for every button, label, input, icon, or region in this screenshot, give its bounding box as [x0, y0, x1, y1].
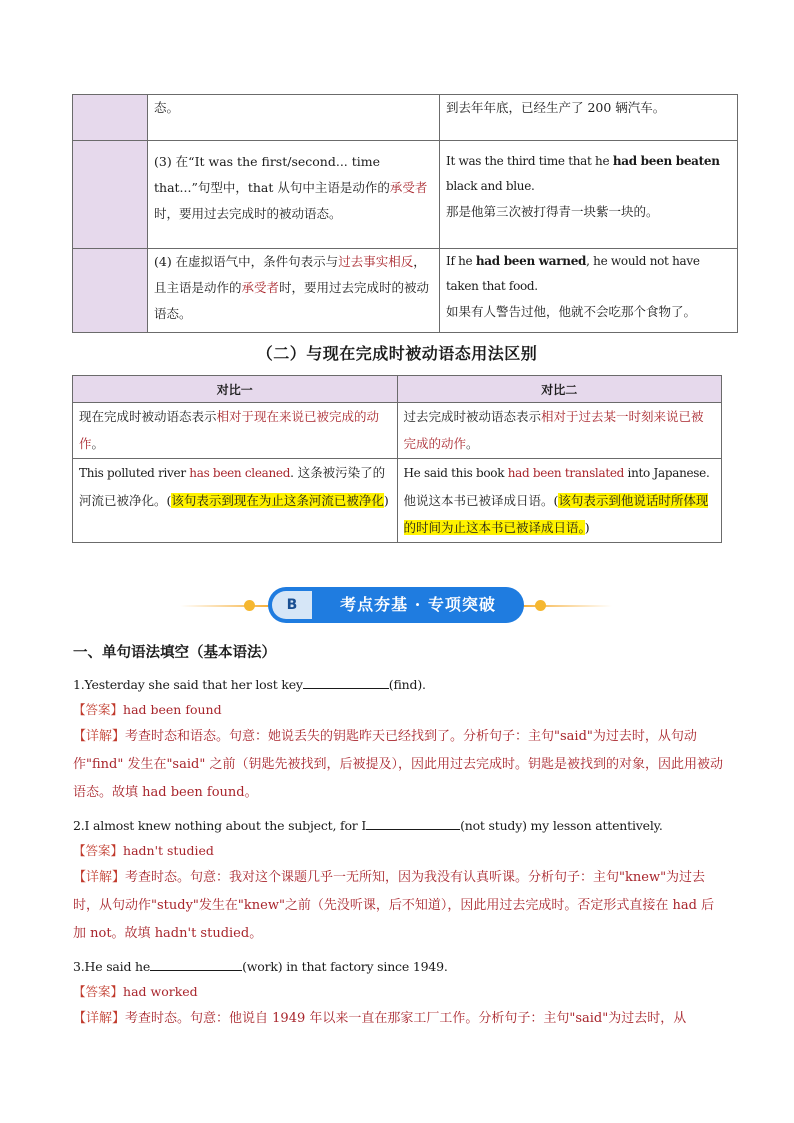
answer-blank[interactable] [303, 675, 389, 689]
banner-title: 考点夯基 · 专项突破 [340, 595, 496, 614]
comparison-cell: He said this book had been translated into Japanese. 他说这本书已被译成日语。(该句表示到他说话时所体现的时间为止这本书已被译成日语。) [397, 459, 722, 543]
usage-side-cell [73, 141, 148, 249]
answer-line [73, 700, 222, 720]
question-1: 1.Yesterday she said that her lost key (find). [73, 677, 426, 692]
comparison-cell: 现在完成时被动语态表示相对于现在来说已被完成的动作。 [73, 403, 398, 459]
usage-text: 时，要用过去完成时的被动语态。 [154, 206, 342, 221]
explanation-text: 考查时态。句意：他说自 1949 年以来一直在那家工厂工作。分析句子：主句"said"为过去时，从 [125, 1011, 687, 1026]
explanation: 【详解】考查时态。句意：我对这个课题几乎一无所知，因为我没有认真听课。分析句子：主句"knew"为过去时，从句动作"study"发生在"knew"之前（先没听课，后不知道），因此用过去完成时。否定形式直接在 had 后加 not。故填 hadn't studied。 [73, 870, 715, 941]
example-chinese: 如果有人警告过他，他就不会吃那个食物了。 [446, 304, 697, 319]
banner-divider-left [180, 605, 280, 607]
answer-value: had been found [123, 702, 222, 717]
answer-line: 【答案】had worked [73, 984, 198, 999]
example-english: It was the third time that he had been beaten black and blue. [446, 154, 720, 193]
usage-keyword: 过去事实相反 [338, 254, 414, 269]
answer-value: hadn't studied [123, 843, 214, 858]
example-chinese: 那是他第三次被打得青一块紫一块的。 [446, 204, 659, 219]
banner-badge: B [272, 591, 312, 619]
explanation: 【详解】考查时态。句意：他说自 1949 年以来一直在那家工厂工作。分析句子：主句"said"为过去时，从 [73, 1011, 687, 1026]
answer-blank[interactable] [366, 816, 460, 830]
usage-cell: 态。 [148, 95, 440, 141]
example-english: If he had been warned, he would not have taken that food. [446, 254, 700, 293]
explanation-text: 考查时态和语态。句意：她说丢失的钥匙昨天已经找到了。分析句子：主句"said"为过去时，从句动作"find" 发生在"said" 之前（钥匙先被找到，后被提及），因此用过去完成时。钥匙是被找到的对象，因此用被动语态。故填 had been found。 [73, 729, 723, 800]
explanation-text: 考查时态。句意：我对这个课题几乎一无所知，因为我没有认真听课。分析句子：主句"knew"为过去时，从句动作"study"发生在"knew"之前（先没听课，后不知道），因此用过去完成时。否定形式直接在 had 后加 not。故填 hadn't studied。 [73, 870, 715, 941]
answer-blank[interactable] [150, 957, 242, 971]
question-3: 3.He said he (work) in that factory since 1949. [73, 959, 448, 974]
usage-side-cell [73, 95, 148, 141]
highlight-note: 该句表示到他说话时所体现的时间为止这本书已被译成日语。 [403, 493, 709, 535]
answer-tag: 【答案】 [73, 702, 124, 717]
usage-keyword: 承受者 [241, 280, 280, 295]
usage-cell: (4) 在虚拟语气中，条件句表示与过去事实相反，且主语是动作的承受者时，要用过去完成时的被动语态。 [148, 249, 440, 333]
highlight-note: 该句表示到现在为止这条河流已被净化 [171, 493, 384, 508]
example-cell: 到去年年底，已经生产了 200 辆汽车。 [440, 95, 738, 141]
usage-side-cell [73, 249, 148, 333]
banner-dot-right [535, 600, 546, 611]
explanation [73, 723, 725, 807]
comparison-cell: 过去完成时被动语态表示相对于过去某一时刻来说已被完成的动作。 [397, 403, 722, 459]
banner-divider-right [512, 605, 612, 607]
usage-table [72, 94, 738, 333]
section-title: （二）与现在完成时被动语态用法区别 [256, 344, 538, 363]
answer-value: had worked [123, 984, 198, 999]
detail-tag: 【详解】 [73, 729, 126, 744]
banner-dot-left [244, 600, 255, 611]
comparison-table [72, 375, 722, 543]
question-2: 2.I almost knew nothing about the subject, for I (not study) my lesson attentively. [73, 818, 663, 833]
example-cell [440, 141, 738, 249]
usage-cell [148, 141, 440, 249]
comparison-header: 对比一 [73, 376, 398, 403]
example-cell [440, 249, 738, 333]
comparison-header: 对比二 [397, 376, 722, 403]
usage-keyword: 承受者 [389, 180, 428, 195]
usage-text: (3) 在“It was the first/second... time that...”句型中，that 从句中主语是动作的 [154, 154, 390, 195]
part-title: 一、单句语法填空（基本语法） [73, 644, 276, 661]
comparison-cell: This polluted river has been cleaned. 这条被污染了的河流已被净化。(该句表示到现在为止这条河流已被净化) [73, 459, 398, 543]
answer-line: 【答案】hadn't studied [73, 843, 214, 858]
